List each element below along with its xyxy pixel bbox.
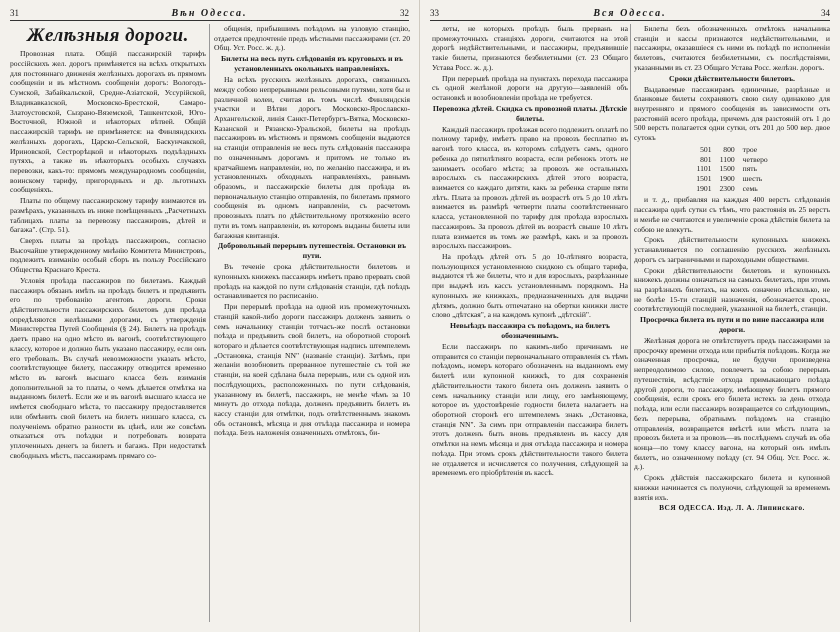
section-heading: Добровольный перерывъ путешествія. Остановки въ пути.	[217, 241, 407, 261]
paragraph: Билеты безъ обозначенныхъ отмѣтокъ начальника станціи и кассы признаются недѣйствительными, и пассажиры, оказавшіеся съ ними въ поѣздѣ по исполненіи билетовъ, считаются безбилетными, съ послѣдствіями, указанными въ ст. 23 Общаго Устава Росс. желѣзн. дорогъ.	[634, 24, 830, 72]
table-row	[692, 155, 771, 165]
section-heading: Сроки дѣйствительности билетовъ.	[669, 73, 795, 83]
section-heading: Перевозка дѣтей. Скидка съ провозной платы. Дѣтскіе билеты.	[432, 103, 628, 123]
running-title: Вѣн Одесса.	[171, 7, 248, 19]
page-number-33: 33	[430, 8, 439, 18]
section-heading: Просрочка билета въ пути и по вине пассажира или дороги.	[640, 315, 824, 335]
right-page-column-1	[432, 24, 628, 624]
paragraph: леты, не которыхъ проѣздъ быль прерванъ на промежуточныхъ станціяхъ дороги, считаются на этой дорогѣ недѣйствительными, и пассажиры, предъявившіе такіе билеты, признаются безбилетными (ст. 23 Общаго Устава Росс. ж. д.).	[432, 24, 628, 72]
table-row	[692, 145, 771, 155]
paragraph: На всѣхъ русскихъ желѣзныхъ дорогахъ, связанныхъ между собою непрерывными рельсовыми путями, хотя бы и различной колеи, считая въ томъ числѣ Финляндскія участки и Вѣтви дорогъ Московско-Ярославско-Архангельской, линія Санкт-Петербургъ-Вятка, Московско-Казанской и Рязанско-Уральской, билеты на проѣздъ пассажировъ въ мѣстномъ и прямомъ сообщеніи выдаются на станціи отправленія не весь путь слѣдованія пассажира по означеннымъ дорогамъ и притомъ не только въ кратчайшемъ направленіи, но, по желанію пассажира, и въ установленныхъ обходныхъ направленіяхъ, равнымъ образомъ, и пассажирскіе билеты для проѣзда въ первоначальную станцію отправленія, по билетамъ прямого сообщенія въ одномъ направленіи, съ расчетомъ провозныхъ платъ по дѣйствительному протяженію всего пути въ томъ направленіи, въ которомъ выданы билеты или багажная квитанція.	[214, 75, 410, 240]
validity-table	[692, 145, 771, 194]
paragraph: Въ теченіе срока дѣйствительности билетовъ и купонныхъ книжекъ пассажиръ имѣетъ право прервать свой проѣздъ на каждой по пути слѣдованія станціи, гдѣ поѣздъ останавливается по расписанію.	[214, 262, 410, 301]
paragraph: Сверхъ платы за проѣздъ пассажировъ, согласно Высочайше утвержденному мнѣнію Комитета Министровъ, подлежитъ взиманію особый сборъ въ пользу Россійскаго Общества Краснаго Креста.	[10, 235, 206, 275]
right-page-header	[430, 6, 830, 21]
paragraph: Сроки дѣйствительности билетовъ и купонныхъ книжекъ должны означаться на самыхъ билетахъ, при этомъ на разрѣзныхъ билетахъ, на коихъ означено нѣсколько, не не болѣе 15-ти станцій назначенія, обозначается срокъ, соотвѣтствующій последней, указанной на билетѣ, станціи.	[634, 265, 830, 314]
left-page-column-2	[214, 24, 410, 624]
column-divider	[630, 24, 631, 622]
left-page-header	[10, 6, 409, 21]
table-cell: 801	[700, 154, 712, 164]
section-heading: Билеты на весь путь слѣдованія въ круговыхъ и въ установленныхъ окольныхъ направленіяхъ.	[221, 54, 403, 74]
table-row	[692, 184, 771, 194]
table-row	[692, 174, 771, 184]
left-page-column-1	[10, 24, 206, 624]
paragraph: Платы по общему пассажирскому тарифу взимаются въ размѣрахъ, указанныхъ въ ниже помѣщенныхъ „Расчетныхъ таблицахъ платы за перевозку пассажировъ, дѣтей и багажа". (Стр. 51).	[10, 196, 206, 235]
table-cell: 1901	[696, 183, 712, 193]
section-heading: Невыѣздъ пассажира съ поѣздомъ, на билетъ обозначеннымъ.	[450, 321, 610, 341]
table-cell: шесть	[742, 174, 763, 184]
table-cell: 1100	[719, 154, 735, 164]
table-cell: пять	[742, 164, 758, 174]
table-cell: 800	[723, 144, 735, 154]
table-cell: 1501	[696, 174, 712, 184]
paragraph: Каждый пассажиръ проѣзжая всего подлежитъ оплатѣ по полному тарифу, имѣетъ право на провозъ бесплатно въ вагонѣ того класса, въ которомъ слѣдуетъ самъ, одного ребенка до пятилѣтняго возраста, если ребенокъ этотъ не занимаетъ особаго мѣста; за провозъ же остальныхъ взрослыхъ съ пассажирскихъ дѣтей этого возраста, взимается со каждаго дитяти, какъ за ребенка старше пяти лѣтъ. Плата за провозъ дѣтей въ возрастѣ отъ 5 до 10 лѣтъ взимается въ размѣрѣ четверти платы соотвѣтственнаго класса, установленной по тарифу для проѣзда взрослыхъ пассажировъ. За провозъ дѣтей въ возрастѣ свыше 10 лѣтъ плата взимается въ томъ же размѣрѣ, какъ и за провозъ взрослыхъ пассажировъ.	[432, 124, 628, 251]
running-title: Вся Одесса.	[593, 7, 667, 19]
table-cell: 1101	[696, 164, 712, 174]
table-row	[692, 164, 771, 174]
table-cell: трое	[742, 144, 758, 154]
publisher-footer: ВСЯ ОДЕССА. Изд. Л. А. Липинскаго.	[659, 503, 805, 513]
paragraph: Условія проѣзда пассажиров по билетамъ. Каждый пассажиръ обязанъ имѣть на проѣздъ билетъ и предъявить его по требованію агентовъ дороги. Сроки дѣйствительности пассажирскихъ билетовъ для проѣзда опредѣляются желѣзными дорогами, съ утвержденія Министерства Путей Сообщенія (§ 24). Билетъ на проѣздъ даетъ право на одно мѣсто въ вагонѣ, соотвѣтствующего классу, которое и должно быть указано пассажиру, если онъ его требовалъ. Въ случаѣ невозможности указать мѣсто, соотвѣтствующее билету, пассажиру отводится временно мѣсто въ вагонѣ высшаго класса безъ взиманія дополнительной за то платы, о чемъ дѣлается отмѣтка на выданномъ билетѣ. Если же и въ вагонѣ высшаго класса не имѣется свободнаго мѣста, то пассажиру предоставляется или обмѣнить свой билетъ на билетъ низшаго класса, съ полученіемъ обратно разности въ цѣнѣ, или же совсѣмъ отказаться отъ поѣздки и потребовать возврата уплоченныхъ денегъ за билетъ и багажъ. При недостаткѣ свободныхъ мѣстъ, пассажирамъ прямаго со-	[10, 275, 206, 460]
page-number-32: 32	[400, 8, 409, 18]
table-cell: 501	[700, 144, 712, 154]
right-page-column-2	[634, 24, 830, 624]
table-cell: 1900	[719, 174, 735, 184]
page-number-31: 31	[10, 8, 19, 18]
right-page	[420, 0, 840, 632]
table-cell: 2300	[719, 183, 735, 193]
table-cell: семь	[742, 183, 758, 193]
paragraph: На проѣздъ дѣтей отъ 5 до 10-лѣтняго возраста, пользующихся установленною скидкою съ общаго тарифа, выдаются тѣ же билеты, что и для взрослыхъ, разрѣзанные при выдачѣ изъ кассъ установленнымъ порядкомъ. На купонныхъ же книжкахъ, предназначенныхъ для выдачи дѣтямъ, должно быть отпечатано на обертки книжки листе слово „дѣтская", а на каждомъ купонѣ „дѣтскій".	[432, 252, 628, 320]
paragraph: Срокъ дѣйствительности купонныхъ книжекъ устанавливается по соглашенію русскихъ желѣзныхъ дорогъ съ заграничными и пароходными обществами.	[634, 235, 830, 264]
paragraph: Если пассажиръ по какимъ-либо причинамъ не отправится со станціи первоначальнаго отправленія съ тѣмъ поѣздомъ, номеръ котораго обозначенъ на выданномъ ему билетѣ или купонной книжкѣ, то для сохраненія дѣйствительности такого билета онъ долженъ заявить о семъ начальнику станціи или лицу, его замѣняющему, которое въ удостовѣреніе годности билета налагаетъ на оборотной сторонѣ его штемпелемъ знакъ „Остановка, станція NN". За симъ при отправленіи пассажира билетъ этотъ долженъ быть вновь предъявленъ въ кассу для отмѣтки на немъ мѣсяца и дня отъѣзда пассажира и номера поѣзда. При этомъ срокъ дѣйствительности такого билета не отдаляется и исчисляется со получения, слѣдующей за временемъ его пріобрѣтенія въ кассѣ.	[432, 342, 628, 478]
paragraph: общенія, прибывшимъ поѣздомъ на узловую станцію, отдается предпочтеніе предъ мѣстными пассажирами (ст. 20 Общ. Уст. Росс. ж. д.).	[214, 24, 410, 53]
paragraph: Срокъ дѣйствія пассажирскаго билета и купонной книжки начинается съ полуночи, слѣдующей за временемъ взятія ихъ.	[634, 473, 830, 502]
column-divider	[209, 24, 210, 622]
page-number-34: 34	[821, 8, 830, 18]
paragraph: Выдаваемые пассажирамъ единичные, разрѣзные и бланковые билеты сохраняютъ свою силу одинаково для внутренняго и прямого сообщенія въ зависимости отъ разстояній всего проѣзда, причемъ для разстояній отъ 1 до 500 верстъ полагается одни сутки, отъ 201 до 500 вер. двое сутокъ	[634, 84, 830, 143]
paragraph: и т. д., прибавляя на каждыя 400 верстъ слѣдованія пассажира однѣ сутки съ тѣмъ, что разстоянія въ 25 верстъ и менѣе не считаются и увеличеніе срока дѣйствія билета за собою не влекутъ.	[634, 195, 830, 234]
paragraph: При перерывѣ проѣзда на одной изъ промежуточныхъ станцій какой-либо дороги пассажиръ долженъ заявить о семъ начальнику станціи тотчасъ-же послѣ остановки поѣзда и предъявить свой билетъ, на оборотной сторонѣ котораго и дѣлается соотвѣтствующая надпись штемпелемъ „Остановка, станція NN" (названіе станціи). Затѣмъ, при желаніи возобновить прерванное путешествіе съ той же станціи, на коей сдѣлана была перерывъ, или съ одной изъ послѣдующихъ, расположенныхъ по пути слѣдованія, указанному въ билетѣ, пассажиръ, не менѣе чѣмъ за 10 минутъ до отхода поѣзда, долженъ предъявить билетъ въ кассу станціи для отмѣтки, подъ отвѣтственнымъ знакомъ объ остановкѣ, мѣсяца и дня отъѣзда пассажира и номера поѣзда. Безъ наложенія означенныхъ отмѣтокъ, би-	[214, 302, 410, 438]
table-cell: четверо	[742, 154, 768, 164]
paragraph: Желѣзная дорога не отвѣтствуетъ предъ пассажирами за просрочку времени отхода или прибытія поѣздовъ. Когда же означенная просрочка, не будучи произведена непреодолимою силою, повлечетъ за собою перерывъ путешествія, всѣдствіе отхода примыкающаго поѣзда другой дороги, то пассажиру, имѣющему билетъ прямого сообщенія, если срокъ его билета истекъ за день отхода поѣзда, или если пассажиръ возвращается со слѣдующимъ, безъ перерыва, обратнымъ поѣздомъ на станцію отправленія, возвращается вмѣстѣ или мѣстъ плата за провозъ билета и за провозъ—въ послѣднемъ случаѣ въ оба конца—по тому классу вагона, на который онъ имѣлъ билетъ, но означенному поѣзду (ст. 94 Общ. Уст. Росс. ж. д.).	[634, 336, 830, 472]
paragraph: Провозная плата. Общій пассажирскій тарифъ россійскихъ жел. дорогъ примѣняется на всѣхъ открытыхъ для постояннаго движенія желѣзныхъ дорогахъ въ прямомъ сообщеніи и въ мѣстномъ сообщеніи дорогъ: Вологодъ-Сумской, Забайкальской, Средне-Азіатской, Уссурійской, Владикавказской, Московско-Брестской, Самаро-Златоустовской, Сызрано-Вяземской, Ташкентской, Юго-Восточной, Южной и нѣкоторых вѣтвей. Общій пассажирскій тарифъ не примѣняется: на Финляндскихъ желѣзныхъ дорогахъ, Царско-Сельской, Баскунчакской, Ириновской, Сестрорѣцкой и нѣкоторыхъ подъѣздныхъ путяхъ, а также въ нѣкоторыхъ особыхъ случаяхъ перевозки, какъ-то: прямомъ международномъ сообщеніи, воинскому тарифу, пригородныхъ и др. льготныхъ сообщеніяхъ.	[10, 49, 206, 195]
article-title: Желѣзныя дороги.	[27, 25, 189, 46]
table-cell: 1500	[719, 164, 735, 174]
paragraph: При перерывѣ проѣзда на пунктахъ перехода пассажира съ одной желѣзной дороги на другую—заявленій объ остановкѣ и возобновленіи проѣзда не требуется.	[432, 73, 628, 103]
